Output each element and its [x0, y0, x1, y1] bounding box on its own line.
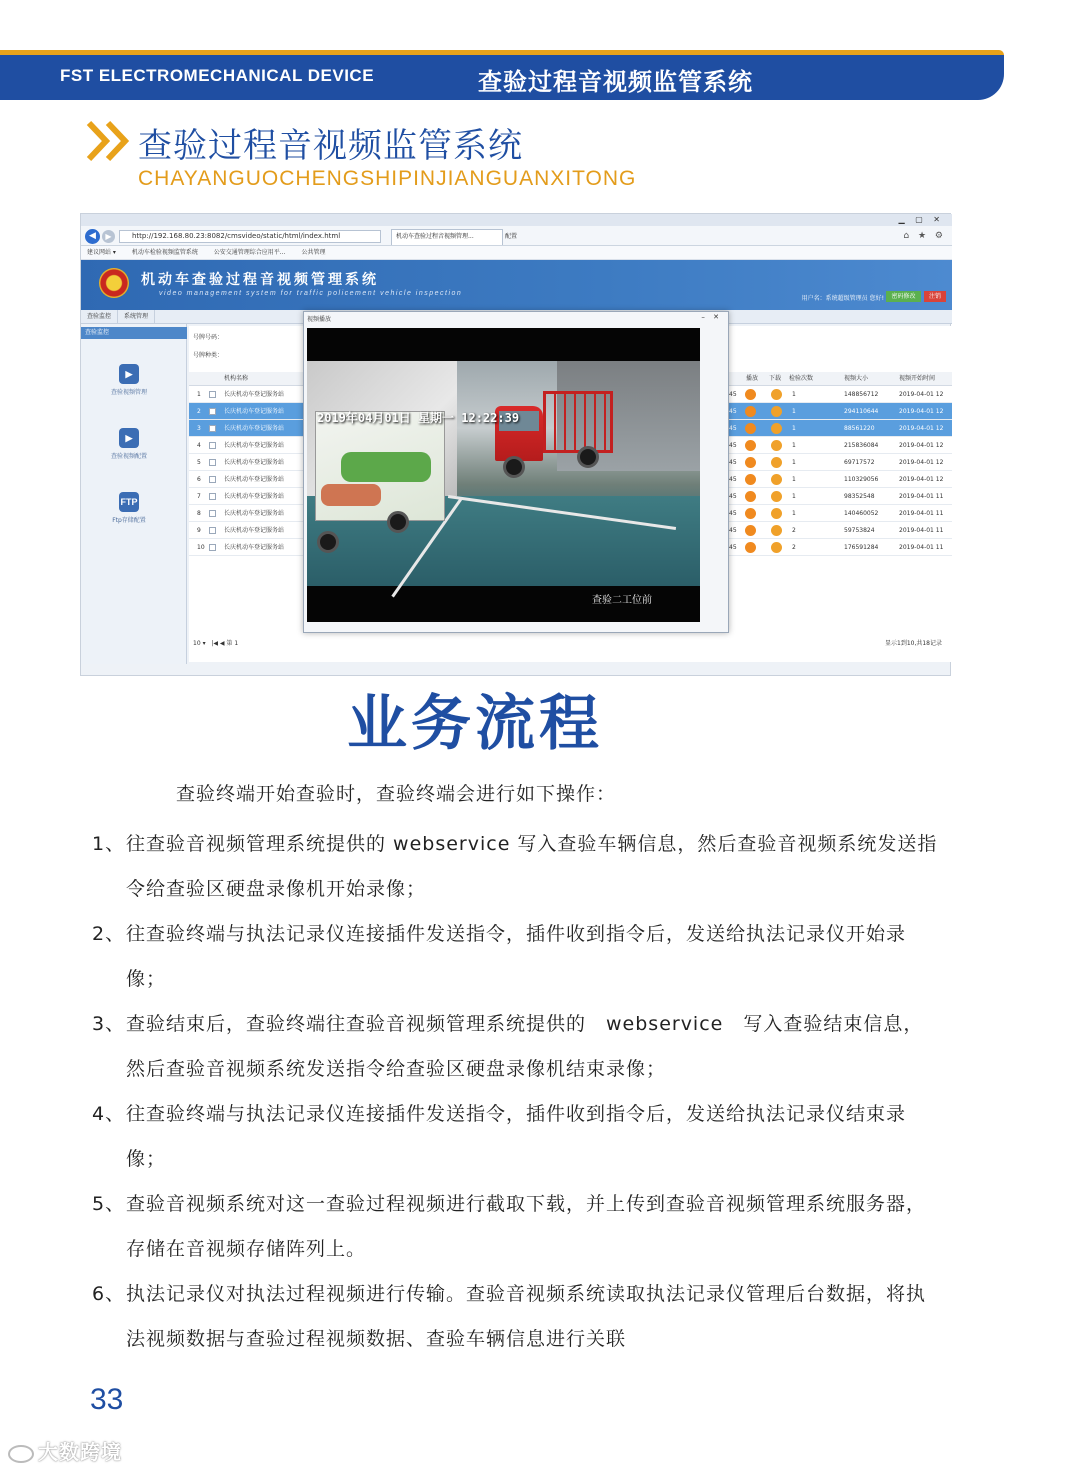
plate-number-label: 号牌号码：: [193, 334, 224, 341]
col-org: 机构名称: [224, 375, 249, 382]
row-count: 1: [792, 408, 796, 415]
row-code: 45: [729, 493, 737, 500]
play-icon[interactable]: [745, 389, 756, 400]
browser-tab-config[interactable]: 配置: [505, 233, 518, 240]
row-number: 6: [197, 476, 201, 483]
video-frame: [307, 361, 700, 606]
row-org: 长庆机动车登记服务站: [224, 527, 285, 534]
row-checkbox[interactable]: [209, 510, 216, 517]
video-dialog: [303, 311, 729, 633]
sidebar-item-video-manage[interactable]: [111, 364, 147, 396]
step-text: 往查验终端与执法记录仪连接插件发送指令，插件收到指令后，发送给执法记录仪结束录像；: [126, 1103, 907, 1170]
col-play: 播放: [746, 375, 759, 382]
step-number: 5、: [92, 1193, 126, 1215]
process-step: [92, 1092, 942, 1182]
play-icon[interactable]: [745, 457, 756, 468]
row-number: 7: [197, 493, 201, 500]
process-step: [92, 912, 942, 1002]
col-count: 检验次数: [789, 375, 814, 382]
truck-graphic: [341, 452, 431, 482]
row-checkbox[interactable]: [209, 544, 216, 551]
sidebar-item-label: Ftp存储配置: [112, 517, 146, 524]
video-config-icon: ▶: [119, 428, 139, 448]
row-org: 长庆机动车登记服务站: [224, 544, 285, 551]
favorite-link[interactable]: 公共管理: [301, 249, 326, 256]
watermark-text: 大数跨境: [38, 1440, 122, 1464]
watermark-logo-icon: [8, 1445, 34, 1463]
row-org: 长庆机动车登记服务站: [224, 459, 285, 466]
play-icon[interactable]: [745, 440, 756, 451]
download-icon[interactable]: [771, 389, 782, 400]
sidebar-item-video-config[interactable]: [111, 428, 147, 460]
row-number: 4: [197, 442, 201, 449]
play-icon[interactable]: [745, 474, 756, 485]
double-chevron-icon: [86, 120, 132, 162]
section-title: 查验过程音视频监管系统: [138, 126, 523, 166]
row-org: 长庆机动车登记服务站: [224, 510, 285, 517]
play-icon[interactable]: [745, 508, 756, 519]
process-intro: 查验终端开始查验时，查验终端会进行如下操作：: [176, 783, 617, 805]
row-code: 45: [729, 425, 737, 432]
row-size: 140460052: [844, 510, 879, 517]
step-number: 4、: [92, 1103, 126, 1125]
row-size: 88561220: [844, 425, 875, 432]
download-icon[interactable]: [771, 457, 782, 468]
row-checkbox[interactable]: [209, 527, 216, 534]
row-time: 2019-04-01 11: [899, 493, 944, 500]
row-count: 1: [792, 459, 796, 466]
row-size: 98352548: [844, 493, 875, 500]
logout-button[interactable]: 注销: [924, 291, 946, 302]
menu-item-system[interactable]: 系统管理: [118, 310, 155, 324]
row-time: 2019-04-01 12: [899, 476, 944, 483]
video-location-label: 查验二工位前: [592, 595, 652, 606]
pager-info: 显示1到10,共18记录: [885, 640, 942, 647]
row-org: 长庆机动车登记服务站: [224, 425, 285, 432]
row-size: 69717572: [844, 459, 875, 466]
app-title: 机动车查验过程音视频管理系统: [141, 272, 379, 288]
row-number: 2: [197, 408, 201, 415]
page-input[interactable]: 1: [234, 640, 239, 647]
header-brand: FST ELECTROMECHANICAL DEVICE: [60, 66, 375, 85]
row-time: 2019-04-01 11: [899, 510, 944, 517]
row-checkbox[interactable]: [209, 476, 216, 483]
row-time: 2019-04-01 11: [899, 527, 944, 534]
truck-graphic: [321, 484, 381, 506]
row-number: 3: [197, 425, 201, 432]
row-time: 2019-04-01 12: [899, 408, 944, 415]
step-text: 往查验终端与执法记录仪连接插件发送指令，插件收到指令后，发送给执法记录仪开始录像；: [126, 923, 907, 990]
download-icon[interactable]: [771, 491, 782, 502]
page-size-select[interactable]: 10: [193, 640, 201, 647]
app-sidebar: [81, 324, 187, 664]
row-time: 2019-04-01 11: [899, 544, 944, 551]
sidebar-item-label: 查验视频配置: [111, 453, 148, 460]
row-org: 长庆机动车登记服务站: [224, 476, 285, 483]
row-code: 45: [729, 391, 737, 398]
video-player[interactable]: [307, 328, 700, 622]
app-banner: [81, 260, 952, 310]
row-count: 2: [792, 527, 796, 534]
change-password-button[interactable]: 密码修改: [886, 291, 921, 302]
video-box-truck: [315, 411, 445, 521]
row-time: 2019-04-01 12: [899, 391, 944, 398]
row-count: 1: [792, 391, 796, 398]
row-code: 45: [729, 544, 737, 551]
section-pinyin: CHAYANGUOCHENGSHIPINJIANGUANXITONG: [138, 167, 637, 190]
browser-tab-active[interactable]: 机动车查验过程音视频管理...: [391, 229, 503, 245]
download-icon[interactable]: [771, 406, 782, 417]
row-size: 148856712: [844, 391, 879, 398]
step-number: 2、: [92, 923, 126, 945]
row-code: 45: [729, 510, 737, 517]
sidebar-head: 查验监控: [81, 327, 187, 339]
dialog-title: 视频播放: [307, 316, 332, 323]
col-size: 视频大小: [844, 375, 869, 382]
row-size: 110329056: [844, 476, 879, 483]
page-number: 33: [90, 1383, 124, 1416]
step-text: 往查验音视频管理系统提供的 webservice 写入查验车辆信息，然后查验音视频系统发送指令给查验区硬盘录像机开始录像；: [126, 833, 938, 900]
row-count: 1: [792, 425, 796, 432]
play-icon[interactable]: [745, 406, 756, 417]
address-bar[interactable]: http://192.168.80.23:8082/cmsvideo/static/html/index.html: [119, 230, 381, 243]
row-code: 45: [729, 476, 737, 483]
row-checkbox[interactable]: [209, 425, 216, 432]
wheel-icon: [503, 456, 525, 478]
watermark: [8, 1436, 122, 1465]
row-code: 45: [729, 527, 737, 534]
wheel-icon: [317, 531, 339, 553]
row-count: 1: [792, 493, 796, 500]
favorite-link[interactable]: 机动车检验视频监管系统: [131, 249, 198, 256]
favorite-link[interactable]: 建议网站 ▾: [87, 249, 116, 256]
red-truck-bed: [543, 391, 613, 453]
header-band: [0, 50, 1004, 100]
dialog-close-icon[interactable]: – ✕: [701, 313, 722, 321]
row-count: 1: [792, 510, 796, 517]
browser-address-row: [81, 226, 952, 246]
step-text: 执法记录仪对执法过程视频进行传输。查验音视频系统读取执法记录仪管理后台数据，将执法视频数据与查验过程视频数据、查验车辆信息进行关联: [126, 1283, 927, 1350]
download-icon[interactable]: [771, 525, 782, 536]
browser-toolbar-icons[interactable]: ⌂ ★ ⚙: [903, 231, 946, 241]
row-number: 10: [197, 544, 205, 551]
row-checkbox[interactable]: [209, 391, 216, 398]
row-time: 2019-04-01 12: [899, 459, 944, 466]
row-count: 1: [792, 442, 796, 449]
back-arrow-icon[interactable]: ◀: [85, 229, 100, 244]
wheel-icon: [577, 446, 599, 468]
play-icon[interactable]: [745, 491, 756, 502]
process-title: 业务流程: [347, 689, 603, 759]
download-icon[interactable]: [771, 474, 782, 485]
col-download: 下载: [769, 375, 782, 382]
sidebar-item-ftp-config[interactable]: [111, 492, 147, 524]
header-title: 查验过程音视频监管系统: [478, 68, 753, 96]
user-info: 用户名：系统超级管理员 您好!: [801, 295, 884, 302]
row-time: 2019-04-01 12: [899, 442, 944, 449]
process-step: [92, 1182, 942, 1272]
process-step: [92, 822, 942, 912]
video-timestamp: 2019年04月01日 星期一 12:22:39: [317, 411, 520, 425]
row-size: 294110644: [844, 408, 879, 415]
ftp-icon: FTP: [119, 492, 139, 512]
step-number: 1、: [92, 833, 126, 855]
row-org: 长庆机动车登记服务站: [224, 442, 285, 449]
row-time: 2019-04-01 12: [899, 425, 944, 432]
forward-arrow-icon[interactable]: ▶: [102, 230, 115, 243]
process-step: [92, 1002, 942, 1092]
menu-item-monitor[interactable]: 查验监控: [81, 310, 118, 324]
row-number: 5: [197, 459, 201, 466]
police-emblem-icon: [99, 268, 129, 298]
process-step: [92, 1272, 942, 1362]
play-icon[interactable]: [745, 525, 756, 536]
step-text: 查验音视频系统对这一查验过程视频进行截取下载，并上传到查验音视频管理系统服务器，存储在音视频存储阵列上。: [126, 1193, 927, 1260]
favorites-bar: [81, 246, 952, 260]
download-icon[interactable]: [771, 440, 782, 451]
favorite-link[interactable]: 公安交通管理综合应用平...: [213, 249, 286, 256]
process-steps: [92, 822, 942, 1362]
download-icon[interactable]: [771, 542, 782, 553]
col-start-time: 视频开始时间: [899, 375, 936, 382]
row-number: 1: [197, 391, 201, 398]
row-org: 长庆机动车登记服务站: [224, 408, 285, 415]
step-number: 3、: [92, 1013, 126, 1035]
row-code: 45: [729, 442, 737, 449]
row-size: 176591284: [844, 544, 879, 551]
row-org: 长庆机动车登记服务站: [224, 493, 285, 500]
step-text: 查验结束后，查验终端往查验音视频管理系统提供的 webservice 写入查验结束信息，然后查验音视频系统发送指令给查验区硬盘录像机结束录像；: [126, 1013, 924, 1080]
row-number: 8: [197, 510, 201, 517]
window-titlebar: [81, 214, 952, 226]
step-number: 6、: [92, 1283, 126, 1305]
system-screenshot: [80, 213, 951, 676]
row-code: 45: [729, 459, 737, 466]
page-nav-icons[interactable]: ▾ |◀ ◀: [202, 640, 227, 647]
row-number: 9: [197, 527, 201, 534]
row-checkbox[interactable]: [209, 459, 216, 466]
video-manage-icon: ▶: [119, 364, 139, 384]
row-size: 215836084: [844, 442, 879, 449]
row-count: 1: [792, 476, 796, 483]
app-subtitle: video management system for traffic policement vehicle inspection: [159, 290, 463, 297]
row-checkbox[interactable]: [209, 408, 216, 415]
page-label: 第: [226, 640, 233, 647]
row-checkbox[interactable]: [209, 442, 216, 449]
play-icon[interactable]: [745, 542, 756, 553]
row-size: 59753824: [844, 527, 875, 534]
download-icon[interactable]: [771, 423, 782, 434]
wheel-icon: [387, 511, 409, 533]
download-icon[interactable]: [771, 508, 782, 519]
pager: [193, 638, 238, 647]
row-code: 45: [729, 408, 737, 415]
row-checkbox[interactable]: [209, 493, 216, 500]
play-icon[interactable]: [745, 423, 756, 434]
row-count: 2: [792, 544, 796, 551]
window-controls-icon[interactable]: ▁ ▢ ✕: [898, 215, 944, 224]
sidebar-item-label: 查验视频管理: [111, 389, 148, 396]
row-org: 长庆机动车登记服务站: [224, 391, 285, 398]
plate-type-label: 号牌种类：: [193, 352, 224, 359]
